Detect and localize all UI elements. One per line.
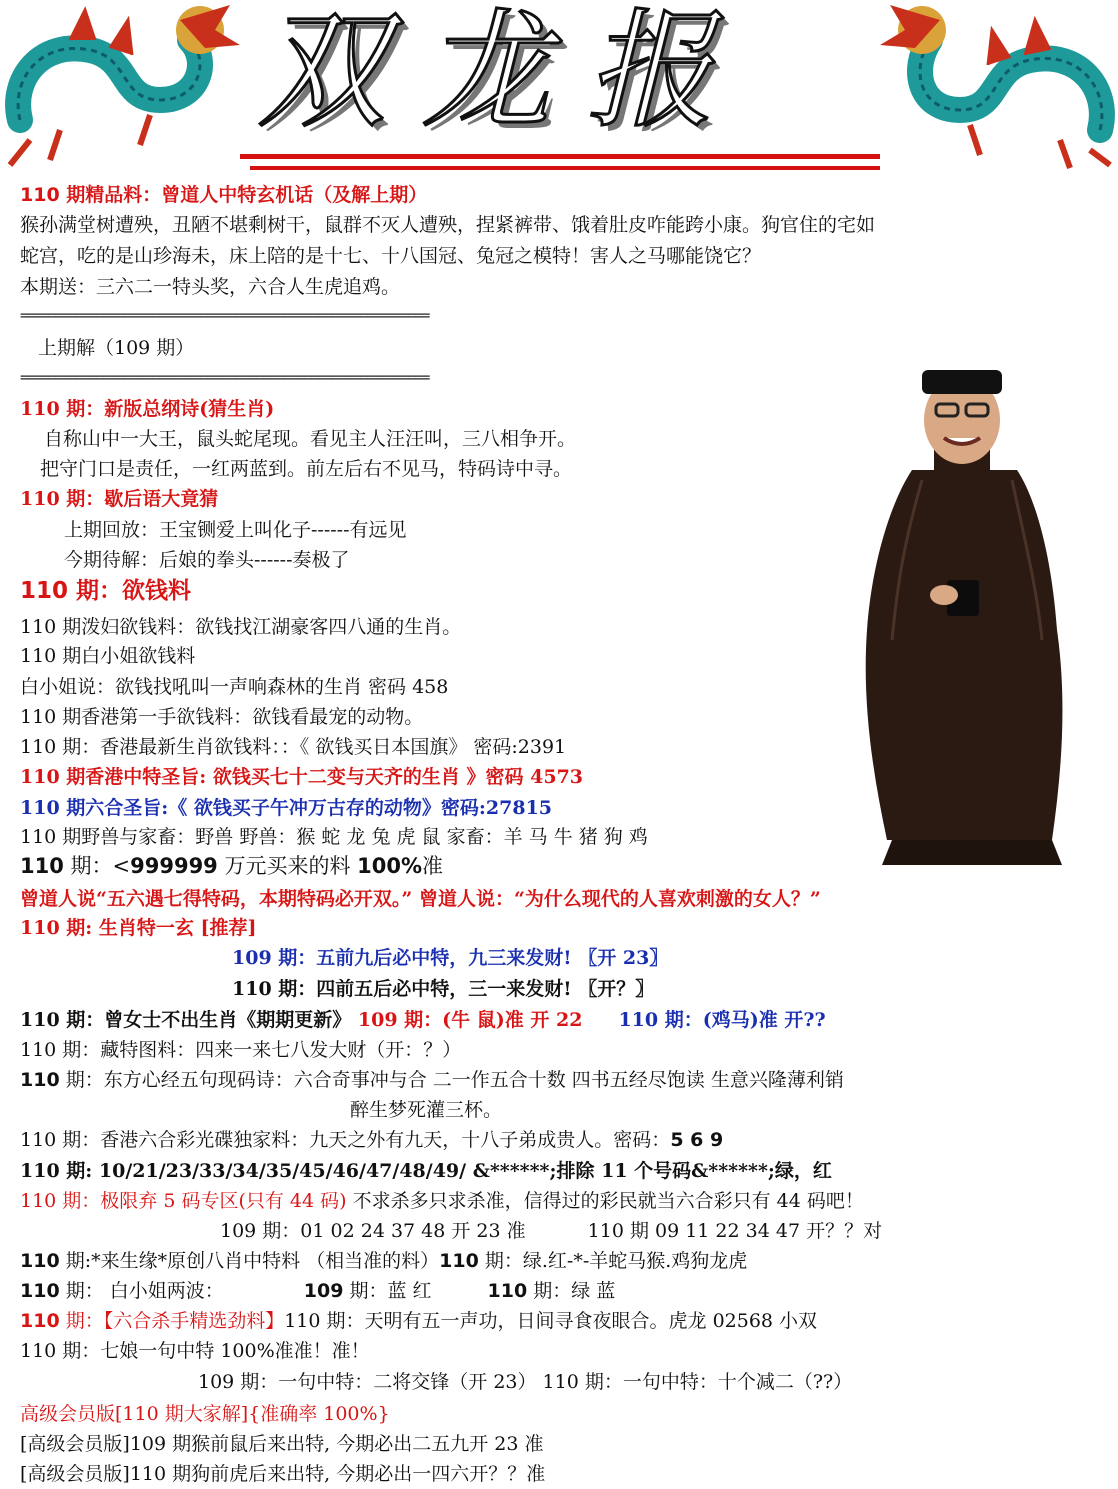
- line-10: 上期回放：王宝铡爱上叫化子------有远见: [64, 519, 407, 541]
- line-5: 上期解（109 期）: [38, 337, 195, 359]
- line-29: 醉生梦死灌三杯。: [350, 1099, 503, 1121]
- line-6: 110 期：新版总纲诗(猜生肖): [20, 398, 275, 420]
- line-36: 110 期：【六合杀手精选劲料】110 期：天明有五一声功，日间寻食夜眼合。虎龙 02568 小双: [20, 1310, 818, 1332]
- line-14: 110 期白小姐欲钱料: [20, 645, 196, 667]
- line-15: 白小姐说：欲钱找吼叫一声响森林的生肖 密码 458: [20, 676, 449, 698]
- line-40: [高级会员版]109 期猴前鼠后来出特, 今期必出二五九开 23 准: [20, 1433, 544, 1455]
- separator-1: ===========================================================: [20, 308, 429, 324]
- dragon-right-icon: [870, 0, 1118, 170]
- line-21: 110 期：<999999 万元买来的料 100%准: [20, 854, 444, 878]
- line-7: 自称山中一大王，鼠头蛇尾现。看见主人汪汪叫，三八相争开。: [44, 428, 577, 450]
- line-17: 110 期：香港最新生肖欲钱料：：《 欲钱买日本国旗》 密码:2391: [20, 736, 567, 758]
- line-33: 109 期：01 02 24 37 48 开 23 准 110 期 09 11 22 34 47 开？？对: [220, 1220, 883, 1242]
- line-31: 110 期: 10/21/23/33/34/35/45/46/47/48/49/ &******;排除 11 个号码&******;绿，红: [20, 1160, 832, 1182]
- line-8: 把守门口是责任，一红两蓝到。前左后右不见马，特码诗中寻。: [40, 458, 573, 480]
- line-37: 110 期：七娘一句中特 100%准准！准！: [20, 1340, 370, 1362]
- line-12: 110 期：欲钱料: [20, 577, 192, 604]
- dragon-left-icon: [0, 0, 250, 170]
- line-22: 曾道人说“五六遇七得特码，本期特码必开双。” 曾道人说：“为什么现代的人喜欢刺激的女人？”: [20, 888, 821, 910]
- line-3: 蛇宫，吃的是山珍海未，床上陪的是十七、十八国冠、兔冠之模特！害人之马哪能饶它？: [20, 245, 762, 267]
- person-illustration: [852, 370, 1090, 875]
- line-24: 109 期：五前九后必中特，九三来发财! 〖开 23〗: [232, 947, 669, 969]
- line-1: 110 期精品料：曾道人中特玄机话（及解上期）: [20, 184, 428, 206]
- masthead: [0, 0, 1118, 185]
- line-16: 110 期香港第一手欲钱料：欲钱看最宠的动物。: [20, 706, 424, 728]
- line-38: 109 期：一句中特：二将交锋（开 23） 110 期：一句中特：十个减二（??）: [198, 1371, 853, 1393]
- separator-2: ===========================================================: [20, 370, 429, 386]
- title-underline-top: [240, 154, 880, 159]
- title-underline-bottom: [250, 166, 880, 170]
- line-27: 110 期：藏特图料：四来一来七八发大财（开：？）: [20, 1039, 462, 1061]
- masthead-title: 双龙报: [258, 0, 751, 146]
- line-19: 110 期六合圣旨:《 欲钱买子午冲万古存的动物》密码:27815: [20, 797, 553, 819]
- line-9: 110 期：歇后语大竟猜: [20, 488, 219, 510]
- line-34: 110 期:*来生缘*原创八肖中特料 （相当准的料）110 期：绿.红-*-羊蛇马猴.鸡狗龙虎: [20, 1250, 748, 1272]
- line-23: 110 期: 生肖特一玄 [推荐]: [20, 917, 257, 939]
- line-28: 110 期：东方心经五句现码诗：六合奇事冲与合 二一作五合十数 四书五经尽饱读 生意兴隆薄利销: [20, 1069, 844, 1091]
- line-39: 高级会员版[110 期大家解]{准确率 100%}: [20, 1403, 390, 1425]
- line-30: 110 期：香港六合彩光碟独家料：九天之外有九天，十八子弟成贵人。密码：5 6 9: [20, 1129, 724, 1151]
- line-26: 110 期：曾女士不出生肖《期期更新》 109 期：(牛 鼠)准 开 22 110 期：(鸡马)准 开??: [20, 1009, 826, 1031]
- line-18: 110 期香港中特圣旨: 欲钱买七十二变与天齐的生肖 》密码 4573: [20, 766, 584, 788]
- line-20: 110 期野兽与家畜：野兽 野兽：猴 蛇 龙 兔 虎 鼠 家畜：羊 马 牛 猪 狗 鸡: [20, 826, 648, 848]
- line-2: 猴孙满堂树遭殃，丑陋不堪剩树干，鼠群不灭人遭殃，捏紧裤带、饿着肚皮咋能跨小康。狗官住的宅如: [20, 214, 876, 236]
- line-11: 今期待解：后娘的拳头------奏极了: [64, 549, 350, 571]
- line-4: 本期送：三六二一特头奖，六合人生虎追鸡。: [20, 276, 401, 298]
- line-25: 110 期：四前五后必中特，三一来发财! 〖开？〗: [232, 978, 655, 1000]
- line-13: 110 期泼妇欲钱料：欲钱找江湖豪客四八通的生肖。: [20, 616, 462, 638]
- line-41: [高级会员版]110 期狗前虎后来出特, 今期必出一四六开？？准: [20, 1463, 546, 1485]
- line-35: 110 期： 白小姐两波： 109 期：蓝 红 110 期：绿 蓝: [20, 1280, 616, 1302]
- line-32: 110 期：极限弃 5 码专区(只有 44 码) 不求杀多只求杀准，信得过的彩民就当六合彩只有 44 码吧！: [20, 1190, 864, 1212]
